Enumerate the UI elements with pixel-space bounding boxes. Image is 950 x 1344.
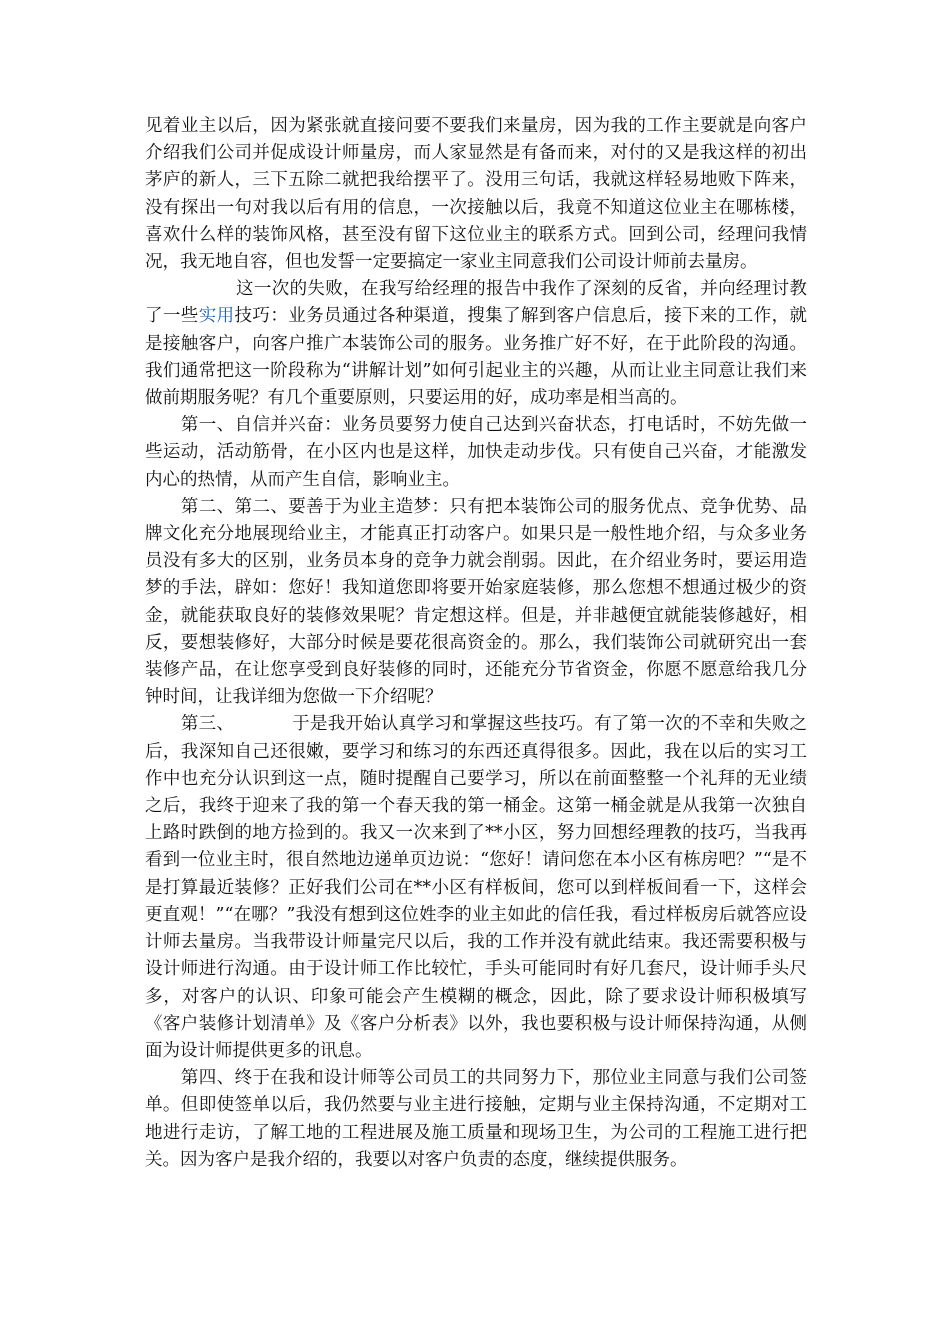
paragraph-point-one: 第一、自信并兴奋：业务员要努力使自己达到兴奋状态，打电话时，不妨先做一些运动，活动筋骨，在小区内也是这样，加快走动步伐。只有使自己兴奋，才能激发内心的热情，从而产生自信，影响业主。 — [145, 415, 807, 490]
paragraph-point-three-text: 于是我开始认真学习和掌握这些技巧。有了第一次的不幸和失败之后，我深知自己还很嫩，要学习和练习的东西还真得很多。因此，我在以后的实习工作中也充分认识到这一点，随时提醒自己要学习，所以在前面整整一个礼拜的无业绩之后，我终于迎来了我的第一个春天我的第一桶金。这第一桶金就是从我第一次独自上路时跌倒的地方捡到的。我又一次来到了**小区，努力回想经理教的技巧，当我再看到一位业主时，很自然地边递单页边说：“您好！请问您在本小区有栋房吧？”“是不是打算最近装修？正好我们公司在**小区有样板间，您可以到样板间看一下，这样会更直观！”“在哪？”我没有想到这位姓李的业主如此的信任我，看过样板房后就答应设计师去量房。当我带设计师量完尺以后，我的工作并没有就此结束。我还需要积极与设计师进行沟通。由于设计师工作比较忙，手头可能同时有好几套尺，设计师手头尺多，对客户的认识、印象可能会产生模糊的概念，因此，除了要求设计师积极填写《客户装修计划清单》及《客户分析表》以外，我也要积极与设计师保持沟通，从侧面为设计师提供更多的讯息。 — [145, 714, 808, 1061]
paragraph-intro: 见着业主以后，因为紧张就直接问要不要我们来量房，因为我的工作主要就是向客户介绍我们公司并促成设计师量房，而人家显然是有备而来，对付的又是我这样的初出茅庐的新人，三下五除二就把我给摆平了。没用三句话，我就这样轻易地败下阵来，没有探出一句对我以后有用的信息，一次接触以后，我竟不知道这位业主在哪栋楼，喜欢什么样的装饰风格，甚至没有留下这位业主的联系方式。回到公司，经理问我情况，我无地自容，但也发誓一定要搞定一家业主同意我们公司设计师前去量房。 — [145, 116, 807, 273]
paragraph-point-two: 第二、第二、要善于为业主造梦：只有把本装饰公司的服务优点、竞争优势、品牌文化充分地展现给业主，才能真正打动客户。如果只是一般性地介绍，与众多业务员没有多大的区别，业务员本身的竞争力就会削弱。因此，在介绍业务时，要运用造梦的手法，辟如：您好！我知道您即将要开始家庭装修，那么您想不想通过极少的资金，就能获取良好的装修效果呢？肯定想这样。但是，并非越便宜就能装修越好，相反，要想装修好，大部分时候是要花很高资金的。那么，我们装饰公司就研究出一套装修产品，在让您享受到良好装修的同时，还能充分节省资金，你愿不愿意给我几分钟时间，让我详细为您做一下介绍呢？ — [145, 496, 807, 708]
paragraph-point-three-label: 第三、 — [180, 714, 235, 735]
practical-link[interactable]: 实用 — [198, 306, 235, 327]
paragraph-reflection-after: 技巧：业务员通过各种渠道，搜集了解到客户信息后，接下来的工作，就是接触客户，向客户推广本装饰公司的服务。业务推广好不好，在于此阶段的沟通。我们通常把这一阶段称为“讲解计划”如何引起业主的兴趣，从而让业主同意让我们来做前期服务呢？有几个重要原则，只要运用的好，成功率是相当高的。 — [145, 306, 808, 409]
paragraph-point-three — [145, 711, 807, 1065]
document-body — [145, 113, 807, 1174]
paragraph-reflection-before: 这一次的失败，在我写给经理的报告中我作了深刻的反省，并向经理讨教了一些 — [145, 279, 807, 327]
paragraph-reflection — [145, 276, 807, 412]
paragraph-point-four: 第四、终于在我和设计师等公司员工的共同努力下，那位业主同意与我们公司签单。但即使签单以后，我仍然要与业主进行接触，定期与业主保持沟通，不定期对工地进行走访，了解工地的工程进展及施工质量和现场卫生，为公司的工程施工进行把关。因为客户是我介绍的，我要以对客户负责的态度，继续提供服务。 — [145, 1068, 807, 1170]
